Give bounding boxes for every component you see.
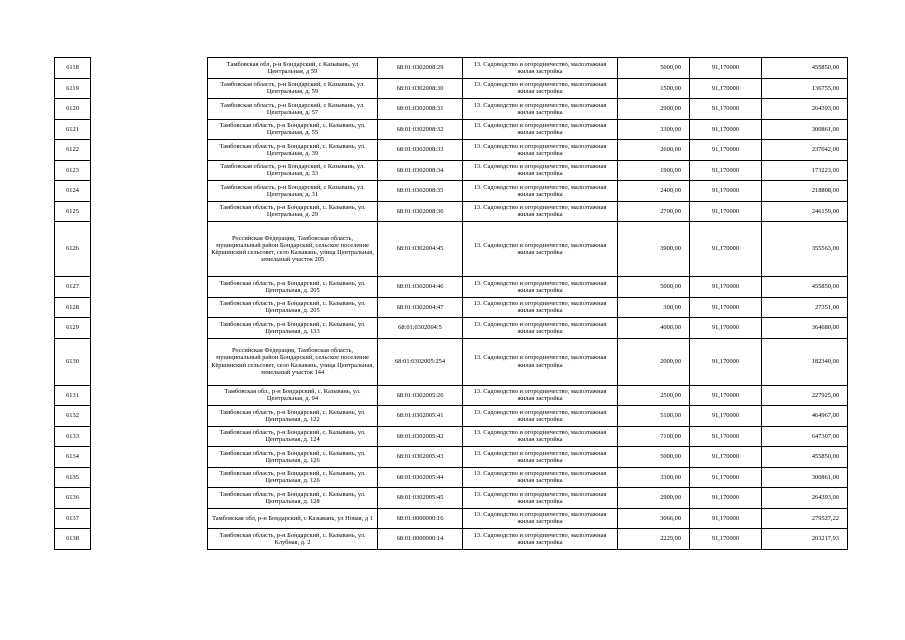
- address-cell: Тамбовская обл., р-н Бондарский, с. Казывань, ул. Центральная, д. 94: [208, 385, 378, 406]
- cadastral-value-cell: 355563,00: [762, 222, 848, 277]
- table-row: [55, 160, 848, 181]
- land-use-cell: 13. Садоводство и огородничество, малоэтажная жилая застройка: [463, 467, 618, 488]
- rate-cell: 91,170000: [690, 99, 762, 120]
- row-number: 6136: [55, 488, 91, 509]
- cadastral-value-cell: 647307,00: [762, 426, 848, 447]
- cadastral-number-cell: 68:01:0302008:33: [378, 140, 463, 161]
- table-row: [55, 385, 848, 406]
- area-cell: 5000,00: [618, 447, 690, 468]
- blank-cell: [91, 385, 208, 406]
- address-cell: Российская Федерация, Тамбовская область, муниципальный район Бондарский, сельское поселение Кёршинский сельсовет, село Казывань, улица Центральная, земельный участок 205: [208, 222, 378, 277]
- rate-cell: 91,170000: [690, 181, 762, 202]
- table-row: [55, 201, 848, 222]
- cadastral-number-cell: 68:01:0302005:41: [378, 406, 463, 427]
- cadastral-number-cell: 68:01:0302004:46: [378, 277, 463, 298]
- blank-cell: [91, 140, 208, 161]
- table-row: [55, 508, 848, 529]
- cadastral-value-cell: 300861,00: [762, 467, 848, 488]
- land-registry-table: [54, 57, 848, 550]
- area-cell: 3300,00: [618, 119, 690, 140]
- cadastral-number-cell: 68:01:0302008:31: [378, 99, 463, 120]
- cadastral-number-cell: 68:01:0302008:35: [378, 181, 463, 202]
- blank-cell: [91, 119, 208, 140]
- rate-cell: 91,170000: [690, 447, 762, 468]
- rate-cell: 91,170000: [690, 488, 762, 509]
- land-use-cell: 13. Садоводство и огородничество, малоэтажная жилая застройка: [463, 488, 618, 509]
- area-cell: 300,00: [618, 297, 690, 318]
- rate-cell: 91,170000: [690, 201, 762, 222]
- cadastral-number-cell: 68:01:0302005:44: [378, 467, 463, 488]
- area-cell: 5000,00: [618, 58, 690, 79]
- cadastral-value-cell: 264393,00: [762, 99, 848, 120]
- cadastral-value-cell: 455850,00: [762, 58, 848, 79]
- cadastral-number-cell: 68:01:0302005:45: [378, 488, 463, 509]
- land-use-cell: 13. Садоводство и огородничество, малоэтажная жилая застройка: [463, 385, 618, 406]
- cadastral-value-cell: 218808,00: [762, 181, 848, 202]
- land-use-cell: 13. Садоводство и огородничество, малоэтажная жилая застройка: [463, 119, 618, 140]
- rate-cell: 91,170000: [690, 426, 762, 447]
- cadastral-number-cell: 68:01:0302005:26: [378, 385, 463, 406]
- rate-cell: 91,170000: [690, 160, 762, 181]
- rate-cell: 91,170000: [690, 58, 762, 79]
- address-cell: Тамбовская область, р-н Бондарский, с. Казывань, ул. Центральная, д. 128: [208, 488, 378, 509]
- area-cell: 3900,00: [618, 222, 690, 277]
- area-cell: 7100,00: [618, 426, 690, 447]
- cadastral-value-cell: 182340,00: [762, 338, 848, 385]
- cadastral-number-cell: 68:01:0302004:47: [378, 297, 463, 318]
- row-number: 6133: [55, 426, 91, 447]
- rate-cell: 91,170000: [690, 508, 762, 529]
- area-cell: 2229,00: [618, 529, 690, 550]
- row-number: 6131: [55, 385, 91, 406]
- rate-cell: 91,170000: [690, 338, 762, 385]
- blank-cell: [91, 338, 208, 385]
- cadastral-number-cell: 68:01:0302005:254: [378, 338, 463, 385]
- area-cell: 3300,00: [618, 467, 690, 488]
- table-row: [55, 529, 848, 550]
- cadastral-number-cell: 68:01:0302004:5: [378, 318, 463, 339]
- row-number: 6129: [55, 318, 91, 339]
- row-number: 6123: [55, 160, 91, 181]
- row-number: 6126: [55, 222, 91, 277]
- row-number: 6120: [55, 99, 91, 120]
- area-cell: 1900,00: [618, 160, 690, 181]
- row-number: 6132: [55, 406, 91, 427]
- blank-cell: [91, 488, 208, 509]
- area-cell: 1500,00: [618, 78, 690, 99]
- area-cell: 5000,00: [618, 277, 690, 298]
- rate-cell: 91,170000: [690, 78, 762, 99]
- row-number: 6124: [55, 181, 91, 202]
- rate-cell: 91,170000: [690, 406, 762, 427]
- land-use-cell: 13. Садоводство и огородничество, малоэтажная жилая застройка: [463, 297, 618, 318]
- cadastral-number-cell: 68:01:0302005:42: [378, 426, 463, 447]
- address-cell: Тамбовская область, р-н Бондарский, с Казывань, ул. Центральная, д. 59: [208, 78, 378, 99]
- blank-cell: [91, 406, 208, 427]
- rate-cell: 91,170000: [690, 140, 762, 161]
- rate-cell: 91,170000: [690, 119, 762, 140]
- rate-cell: 91,170000: [690, 529, 762, 550]
- blank-cell: [91, 58, 208, 79]
- row-number: 6137: [55, 508, 91, 529]
- land-use-cell: 13. Садоводство и огородничество, малоэтажная жилая застройка: [463, 406, 618, 427]
- row-number: 6121: [55, 119, 91, 140]
- blank-cell: [91, 297, 208, 318]
- blank-cell: [91, 508, 208, 529]
- row-number: 6134: [55, 447, 91, 468]
- cadastral-value-cell: 455850,00: [762, 277, 848, 298]
- rate-cell: 91,170000: [690, 222, 762, 277]
- cadastral-value-cell: 455850,00: [762, 447, 848, 468]
- table-row: [55, 488, 848, 509]
- blank-cell: [91, 426, 208, 447]
- blank-cell: [91, 181, 208, 202]
- blank-cell: [91, 78, 208, 99]
- land-use-cell: 13. Садоводство и огородничество, малоэтажная жилая застройка: [463, 58, 618, 79]
- blank-cell: [91, 467, 208, 488]
- cadastral-value-cell: 136755,00: [762, 78, 848, 99]
- table-row: [55, 318, 848, 339]
- address-cell: Тамбовская область, р-н Бондарский, с. Казывань, ул. Центральная, д. 29: [208, 201, 378, 222]
- blank-cell: [91, 529, 208, 550]
- row-number: 6127: [55, 277, 91, 298]
- table-row: [55, 406, 848, 427]
- area-cell: 2900,00: [618, 488, 690, 509]
- table-row: [55, 78, 848, 99]
- cadastral-value-cell: 279527,22: [762, 508, 848, 529]
- table-body: [55, 58, 848, 550]
- row-number: 6128: [55, 297, 91, 318]
- rate-cell: 91,170000: [690, 297, 762, 318]
- area-cell: 2700,00: [618, 201, 690, 222]
- address-cell: Тамбовская область, р-н Бондарский, с. Казывань, ул. Центральная, д. 55: [208, 119, 378, 140]
- cadastral-value-cell: 300861,00: [762, 119, 848, 140]
- area-cell: 4000,00: [618, 318, 690, 339]
- cadastral-value-cell: 464967,00: [762, 406, 848, 427]
- cadastral-value-cell: 173223,00: [762, 160, 848, 181]
- cadastral-value-cell: 237042,00: [762, 140, 848, 161]
- table-row: [55, 99, 848, 120]
- address-cell: Тамбовская область, р-н Бондарский, с. Казывань, ул. Центральная, д. 39: [208, 140, 378, 161]
- rate-cell: 91,170000: [690, 318, 762, 339]
- blank-cell: [91, 277, 208, 298]
- cadastral-number-cell: 68:01:0000000:14: [378, 529, 463, 550]
- cadastral-number-cell: 68:01:0302005:43: [378, 447, 463, 468]
- land-use-cell: 13. Садоводство и огородничество, малоэтажная жилая застройка: [463, 277, 618, 298]
- address-cell: Тамбовская область, р-н Бондарский, с Казывань, ул. Центральная, д. 33: [208, 160, 378, 181]
- address-cell: Тамбовская область, р-н Бондарский, с. Казывань, ул. Центральная, д. 205: [208, 297, 378, 318]
- table-row: [55, 277, 848, 298]
- table-row: [55, 447, 848, 468]
- cadastral-value-cell: 27351,00: [762, 297, 848, 318]
- land-use-cell: 13. Садоводство и огородничество, малоэтажная жилая застройка: [463, 529, 618, 550]
- land-use-cell: 13. Садоводство и огородничество, малоэтажная жилая застройка: [463, 508, 618, 529]
- cadastral-number-cell: 68:01:0302008:36: [378, 201, 463, 222]
- address-cell: Тамбовская область, р-н Бондарский, с. Казывань, ул. Клубная, д. 2: [208, 529, 378, 550]
- row-number: 6135: [55, 467, 91, 488]
- row-number: 6118: [55, 58, 91, 79]
- land-use-cell: 13. Садоводство и огородничество, малоэтажная жилая застройка: [463, 201, 618, 222]
- address-cell: Тамбовская область, р-н Бондарский, с Казывань, ул. Центральная, д. 31: [208, 181, 378, 202]
- table-row: [55, 467, 848, 488]
- address-cell: Тамбовская область, р-н Бондарский, с. Казывань, ул. Центральная, д. 124: [208, 426, 378, 447]
- cadastral-value-cell: 227925,00: [762, 385, 848, 406]
- land-use-cell: 13. Садоводство и огородничество, малоэтажная жилая застройка: [463, 318, 618, 339]
- cadastral-value-cell: 203217,93: [762, 529, 848, 550]
- cadastral-number-cell: 68:01:0302008:32: [378, 119, 463, 140]
- cadastral-number-cell: 68:01:0302008:30: [378, 78, 463, 99]
- address-cell: Российская Федерация, Тамбовская область, муниципальный район Бондарский, сельское поселение Кёршинский сельсовет, село Казывань, улица Центральная, земельный участок 144: [208, 338, 378, 385]
- land-use-cell: 13. Садоводство и огородничество, малоэтажная жилая застройка: [463, 338, 618, 385]
- cadastral-value-cell: 364680,00: [762, 318, 848, 339]
- rate-cell: 91,170000: [690, 385, 762, 406]
- land-use-cell: 13. Садоводство и огородничество, малоэтажная жилая застройка: [463, 222, 618, 277]
- land-use-cell: 13. Садоводство и огородничество, малоэтажная жилая застройка: [463, 426, 618, 447]
- cadastral-number-cell: 68:01:0000000:16: [378, 508, 463, 529]
- address-cell: Тамбовская область, р-н Бондарский, с. Казывань, ул. Центральная, д. 126: [208, 467, 378, 488]
- row-number: 6119: [55, 78, 91, 99]
- land-use-cell: 13. Садоводство и огородничество, малоэтажная жилая застройка: [463, 160, 618, 181]
- area-cell: 5100,00: [618, 406, 690, 427]
- table-row: [55, 426, 848, 447]
- blank-cell: [91, 201, 208, 222]
- land-use-cell: 13. Садоводство и огородничество, малоэтажная жилая застройка: [463, 99, 618, 120]
- table-row: [55, 338, 848, 385]
- row-number: 6125: [55, 201, 91, 222]
- area-cell: 2900,00: [618, 99, 690, 120]
- land-use-cell: 13. Садоводство и огородничество, малоэтажная жилая застройка: [463, 447, 618, 468]
- row-number: 6138: [55, 529, 91, 550]
- address-cell: Тамбовская область, р-н Бондарский, с Казывань, ул. Центральная, д. 57: [208, 99, 378, 120]
- table-row: [55, 297, 848, 318]
- cadastral-number-cell: 68:01:0302004:45: [378, 222, 463, 277]
- land-use-cell: 13. Садоводство и огородничество, малоэтажная жилая застройка: [463, 78, 618, 99]
- area-cell: 2500,00: [618, 385, 690, 406]
- row-number: 6130: [55, 338, 91, 385]
- address-cell: Тамбовская область, р-н Бондарский, с. Казывань, ул. Центральная, д. 205: [208, 277, 378, 298]
- cadastral-number-cell: 68:01:0302008:29: [378, 58, 463, 79]
- blank-cell: [91, 447, 208, 468]
- area-cell: 2600,00: [618, 140, 690, 161]
- area-cell: 3066,00: [618, 508, 690, 529]
- address-cell: Тамбовская обл, р-н Бондарский, с Казывань, ул Центральная, д 59: [208, 58, 378, 79]
- land-use-cell: 13. Садоводство и огородничество, малоэтажная жилая застройка: [463, 181, 618, 202]
- table-row: [55, 181, 848, 202]
- table-row: [55, 140, 848, 161]
- area-cell: 2000,00: [618, 338, 690, 385]
- cadastral-value-cell: 246159,00: [762, 201, 848, 222]
- cadastral-value-cell: 264393,00: [762, 488, 848, 509]
- table-row: [55, 58, 848, 79]
- table-row: [55, 119, 848, 140]
- area-cell: 2400,00: [618, 181, 690, 202]
- address-cell: Тамбовская обл, р-н Бондарский, с Казывань, ул Новая, д 1: [208, 508, 378, 529]
- blank-cell: [91, 160, 208, 181]
- blank-cell: [91, 222, 208, 277]
- blank-cell: [91, 318, 208, 339]
- address-cell: Тамбовская область, р-н Бондарский, с. Казывань, ул. Центральная, д. 122: [208, 406, 378, 427]
- address-cell: Тамбовская область, р-н Бондарский, с. Казывань, ул. Центральная, д. 133: [208, 318, 378, 339]
- cadastral-number-cell: 68:01:0302008:34: [378, 160, 463, 181]
- rate-cell: 91,170000: [690, 277, 762, 298]
- rate-cell: 91,170000: [690, 467, 762, 488]
- blank-cell: [91, 99, 208, 120]
- address-cell: Тамбовская область, р-н Бондарский, с. Казывань, ул. Центральная, д. 126: [208, 447, 378, 468]
- land-use-cell: 13. Садоводство и огородничество, малоэтажная жилая застройка: [463, 140, 618, 161]
- row-number: 6122: [55, 140, 91, 161]
- table-row: [55, 222, 848, 277]
